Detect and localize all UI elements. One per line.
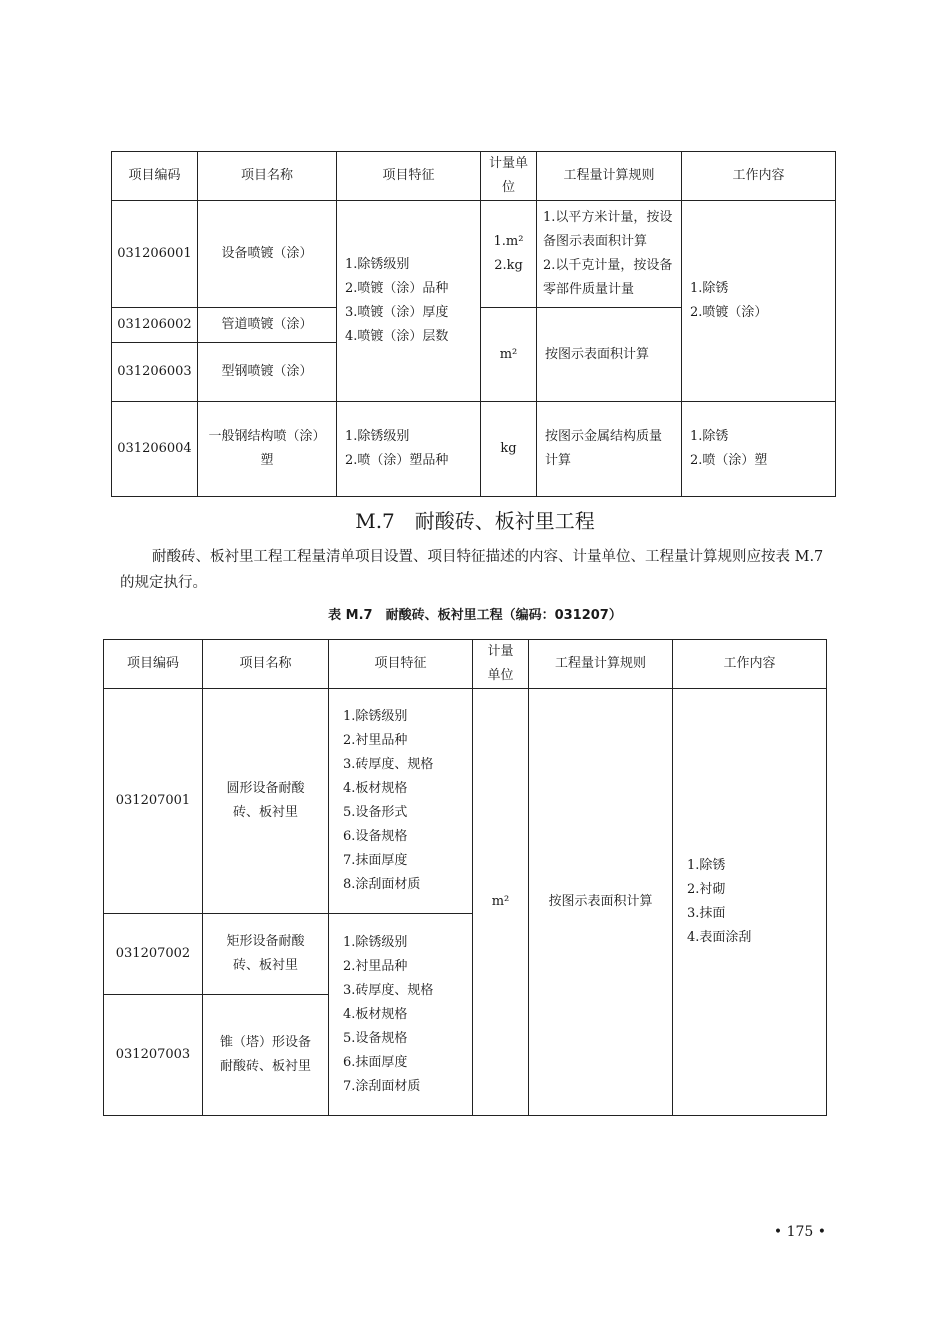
header-unit-line1: 计量单 — [488, 156, 528, 171]
work-item: 4.表面涂刮 — [687, 930, 752, 945]
header-unit-line1: 计量 — [487, 644, 514, 659]
cell-features — [337, 201, 481, 402]
feature-item: 6.抹面厚度 — [343, 1054, 408, 1070]
header-unit-line2: 单位 — [487, 668, 514, 683]
feature-item: 6.设备规格 — [343, 829, 408, 844]
feature-item: 3.砖厚度、规格 — [343, 757, 434, 772]
table-row — [112, 201, 836, 308]
rule-line: 备图示表面积计算 — [543, 234, 648, 249]
work-item: 2.衬砌 — [687, 882, 726, 897]
cell-unit: m² — [481, 308, 537, 402]
table-m6-continued — [111, 151, 836, 497]
cell-rule — [537, 402, 682, 497]
cell-name: 管道喷镀（涂） — [198, 308, 337, 343]
feature-item: 1.除锈级别 — [345, 257, 410, 272]
feature-item: 3.砖厚度、规格 — [343, 982, 434, 998]
header-unit-line2: 位 — [501, 180, 515, 195]
name-line: 砖、板衬里 — [232, 958, 298, 973]
rule-line: 按图示金属结构质量 — [545, 429, 663, 444]
cell-name — [203, 995, 329, 1116]
header-rule: 工程量计算规则 — [537, 152, 682, 201]
feature-item: 7.涂刮面材质 — [343, 1078, 421, 1094]
cell-code: 031206001 — [112, 201, 198, 308]
header-features: 项目特征 — [337, 152, 481, 201]
name-line: 锥（塔）形设备 — [219, 1035, 311, 1050]
cell-features — [329, 914, 473, 1116]
cell-name — [203, 689, 329, 914]
cell-code: 031206002 — [112, 308, 198, 343]
table-header-row — [112, 152, 836, 201]
unit-item: 2.kg — [494, 258, 523, 273]
header-name: 项目名称 — [198, 152, 337, 201]
cell-features — [337, 402, 481, 497]
cell-features — [329, 689, 473, 914]
table-caption: 表 M.7 耐酸砖、板衬里工程（编码：031207） — [328, 608, 622, 623]
table-row — [104, 689, 827, 914]
name-line: 耐酸砖、板衬里 — [219, 1059, 311, 1074]
name-line: 矩形设备耐酸 — [226, 934, 305, 949]
work-item: 1.除锈 — [690, 281, 729, 296]
cell-code: 031206003 — [112, 343, 198, 402]
header-unit — [481, 152, 537, 201]
rule-line: 2.以千克计量，按设备 — [543, 258, 673, 273]
rule-line: 1.以平方米计量，按设 — [543, 210, 673, 225]
cell-unit — [481, 201, 537, 308]
cell-unit: kg — [481, 402, 537, 497]
cell-rule: 按图示表面积计算 — [537, 308, 682, 402]
work-item: 1.除锈 — [690, 429, 729, 444]
cell-code: 031207002 — [104, 914, 203, 995]
cell-rule — [537, 201, 682, 308]
name-line: 砖、板衬里 — [232, 805, 298, 820]
feature-item: 4.板材规格 — [343, 1006, 408, 1022]
rule-line: 零部件质量计量 — [543, 282, 635, 297]
header-work: 工作内容 — [673, 640, 827, 689]
feature-item: 5.设备规格 — [343, 1030, 408, 1046]
cell-name — [198, 402, 337, 497]
cell-work — [682, 201, 836, 402]
feature-item: 3.喷镀（涂）厚度 — [345, 305, 449, 320]
cell-code: 031206004 — [112, 402, 198, 497]
work-item: 2.喷镀（涂） — [690, 305, 768, 320]
header-work: 工作内容 — [682, 152, 836, 201]
header-features: 项目特征 — [329, 640, 473, 689]
work-item: 3.抹面 — [687, 906, 726, 921]
section-title: M.7 耐酸砖、板衬里工程 — [355, 509, 595, 533]
cell-unit: m² — [473, 689, 529, 1116]
feature-item: 4.喷镀（涂）层数 — [345, 329, 449, 344]
cell-name — [203, 914, 329, 995]
feature-item: 4.板材规格 — [343, 781, 408, 796]
feature-item: 2.喷镀（涂）品种 — [345, 281, 449, 296]
cell-rule: 按图示表面积计算 — [529, 689, 673, 1116]
cell-work — [682, 402, 836, 497]
name-line: 一般钢结构喷（涂） — [208, 429, 326, 444]
cell-name: 设备喷镀（涂） — [198, 201, 337, 308]
work-item: 1.除锈 — [687, 858, 726, 873]
feature-item: 2.衬里品种 — [343, 958, 408, 974]
table-m7 — [103, 639, 827, 1116]
feature-item: 1.除锈级别 — [345, 429, 410, 444]
feature-item: 5.设备形式 — [343, 805, 408, 820]
feature-item: 1.除锈级别 — [343, 934, 408, 950]
feature-item: 2.喷（涂）塑品种 — [345, 453, 449, 468]
cell-code: 031207003 — [104, 995, 203, 1116]
header-name: 项目名称 — [203, 640, 329, 689]
header-code: 项目编码 — [112, 152, 198, 201]
name-line: 塑 — [260, 453, 274, 468]
feature-item: 8.涂刮面材质 — [343, 877, 421, 892]
feature-item: 1.除锈级别 — [343, 709, 408, 724]
cell-name: 型钢喷镀（涂） — [198, 343, 337, 402]
unit-item: 1.m² — [493, 234, 524, 249]
section-paragraph: 耐酸砖、板衬里工程工程量清单项目设置、项目特征描述的内容、计量单位、工程量计算规则应按表 M.7 的规定执行。 — [120, 549, 824, 591]
header-rule: 工程量计算规则 — [529, 640, 673, 689]
feature-item: 7.抹面厚度 — [343, 853, 408, 868]
table-header-row — [104, 640, 827, 689]
rule-line: 计算 — [545, 453, 572, 468]
feature-item: 2.衬里品种 — [343, 733, 408, 748]
name-line: 圆形设备耐酸 — [226, 781, 305, 796]
cell-work — [673, 689, 827, 1116]
page-number: • 175 • — [773, 1224, 826, 1240]
header-code: 项目编码 — [104, 640, 203, 689]
cell-code: 031207001 — [104, 689, 203, 914]
work-item: 2.喷（涂）塑 — [690, 453, 768, 468]
header-unit — [473, 640, 529, 689]
table-row — [112, 402, 836, 497]
